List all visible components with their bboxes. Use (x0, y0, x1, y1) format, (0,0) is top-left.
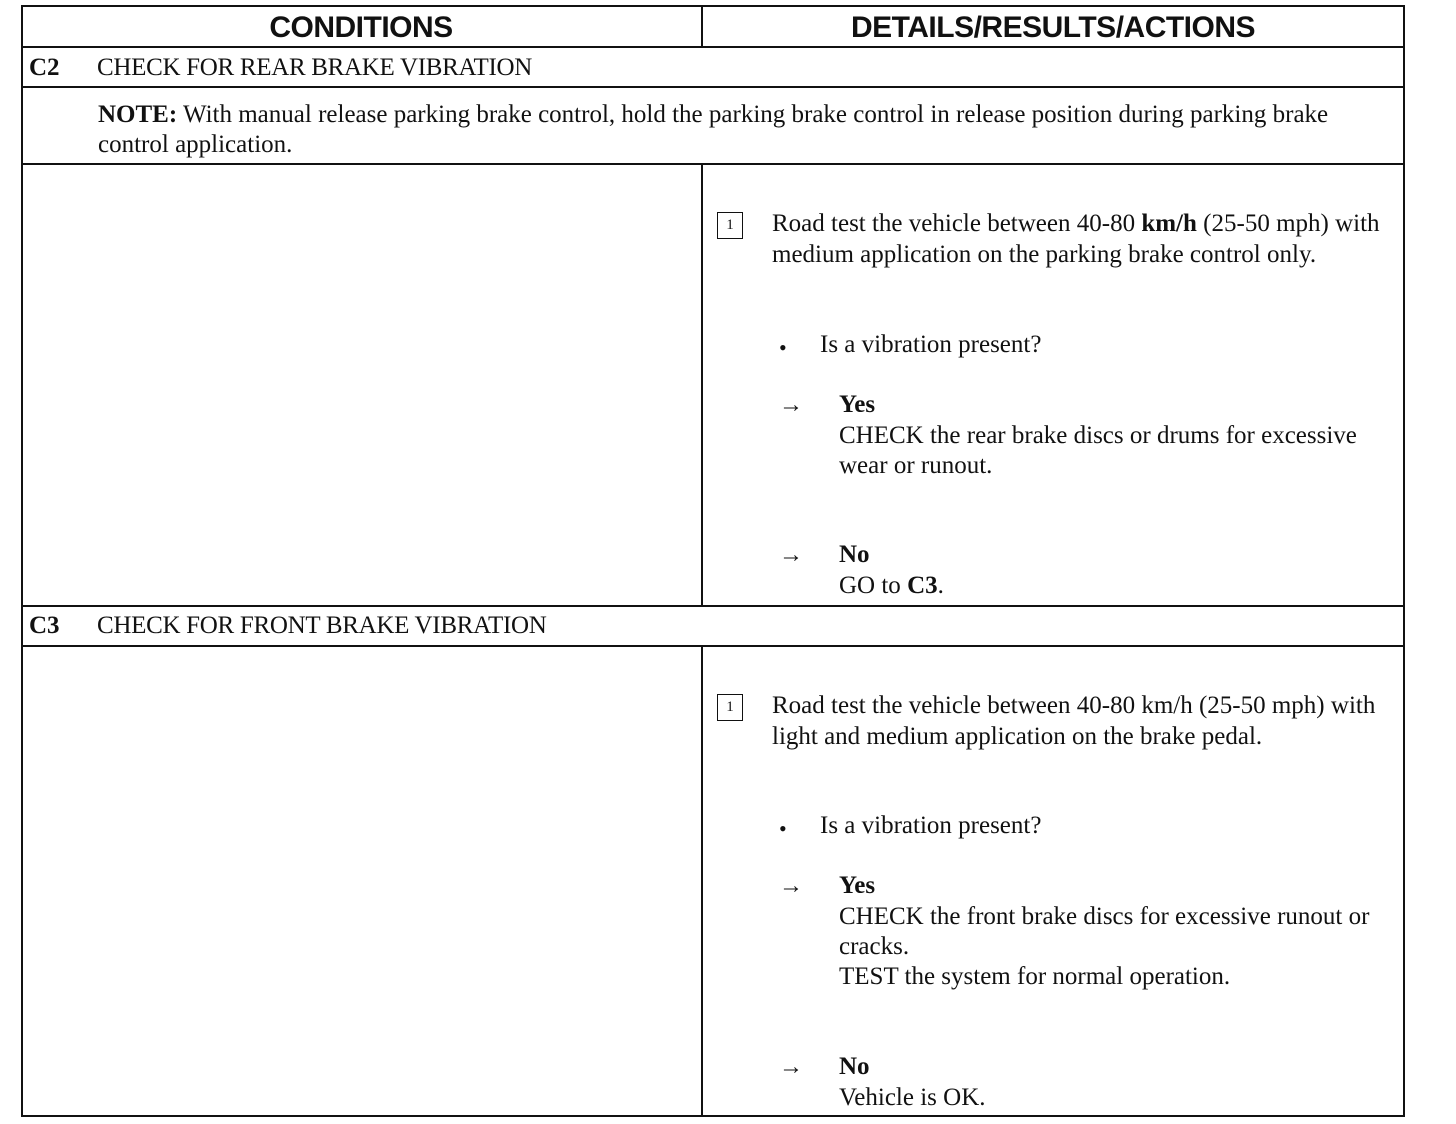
header-divider (21, 46, 1405, 48)
c2-bullet-icon: • (779, 335, 787, 360)
c3-title-top-divider (21, 605, 1405, 607)
diagnostic-table (21, 5, 1405, 1117)
c2-no-arrow-icon: → (779, 542, 803, 568)
c2-question: Is a vibration present? (820, 331, 1042, 358)
c3-column-divider (701, 645, 703, 1117)
c2-note (98, 100, 1378, 160)
c2-column-divider (701, 163, 703, 606)
c3-title-divider (21, 645, 1405, 647)
c2-action-bold-unit: km/h (1141, 210, 1197, 237)
c2-note-label: NOTE: (98, 101, 178, 128)
c3-step-title: CHECK FOR FRONT BRAKE VIBRATION (97, 612, 547, 639)
c3-no-arrow-icon: → (779, 1054, 803, 1080)
c2-no-text-ref: C3 (907, 572, 938, 599)
c2-note-divider (21, 163, 1405, 165)
c3-no-text: Vehicle is OK. (839, 1084, 986, 1111)
c2-action-text: Road test the vehicle between 40-80 km/h (25-50 mph) with medium application on the parking brake control only. (772, 210, 1380, 268)
c3-yes-arrow-icon: → (779, 873, 803, 899)
c2-no-text-prefix: GO to (839, 572, 908, 599)
c3-yes-label: Yes (839, 872, 876, 899)
c2-yes-label: Yes (839, 391, 876, 418)
c2-note-text: With manual release parking brake control, hold the parking brake control in release position during parking brake control application. (98, 101, 1329, 158)
c2-no-text (839, 571, 1399, 601)
c3-step-id: C3 (29, 612, 60, 639)
table-border-bottom (21, 1115, 1405, 1117)
c3-no-label: No (839, 1053, 870, 1080)
c3-question: Is a vibration present? (820, 812, 1042, 839)
c2-no-label: No (839, 541, 870, 568)
c2-yes-text: CHECK the rear brake discs or drums for excessive wear or runout. (839, 422, 1357, 479)
c3-step-number-box: 1 (717, 694, 743, 721)
c3-yes-text-2: TEST the system for normal operation. (839, 963, 1231, 990)
table-border-right (1403, 5, 1405, 1117)
c2-step-title: CHECK FOR REAR BRAKE VIBRATION (97, 54, 533, 81)
conditions-header: CONDITIONS (269, 11, 453, 44)
table-border-top (21, 5, 1405, 7)
c3-yes-text-1: CHECK the front brake discs for excessive runout or cracks. (839, 903, 1370, 960)
c3-bullet-icon: • (779, 816, 787, 841)
c3-action-text: Road test the vehicle between 40-80 km/h (25-50 mph) with light and medium application on the brake pedal. (772, 692, 1376, 750)
c2-yes-arrow-icon: → (779, 392, 803, 418)
table-border-left (21, 5, 23, 1117)
c2-step-number-box: 1 (717, 212, 743, 239)
c2-no-text-suffix: . (937, 572, 944, 599)
c2-title-divider (21, 86, 1405, 88)
details-header: DETAILS/RESULTS/ACTIONS (850, 11, 1256, 44)
c2-step-id: C2 (29, 54, 60, 81)
